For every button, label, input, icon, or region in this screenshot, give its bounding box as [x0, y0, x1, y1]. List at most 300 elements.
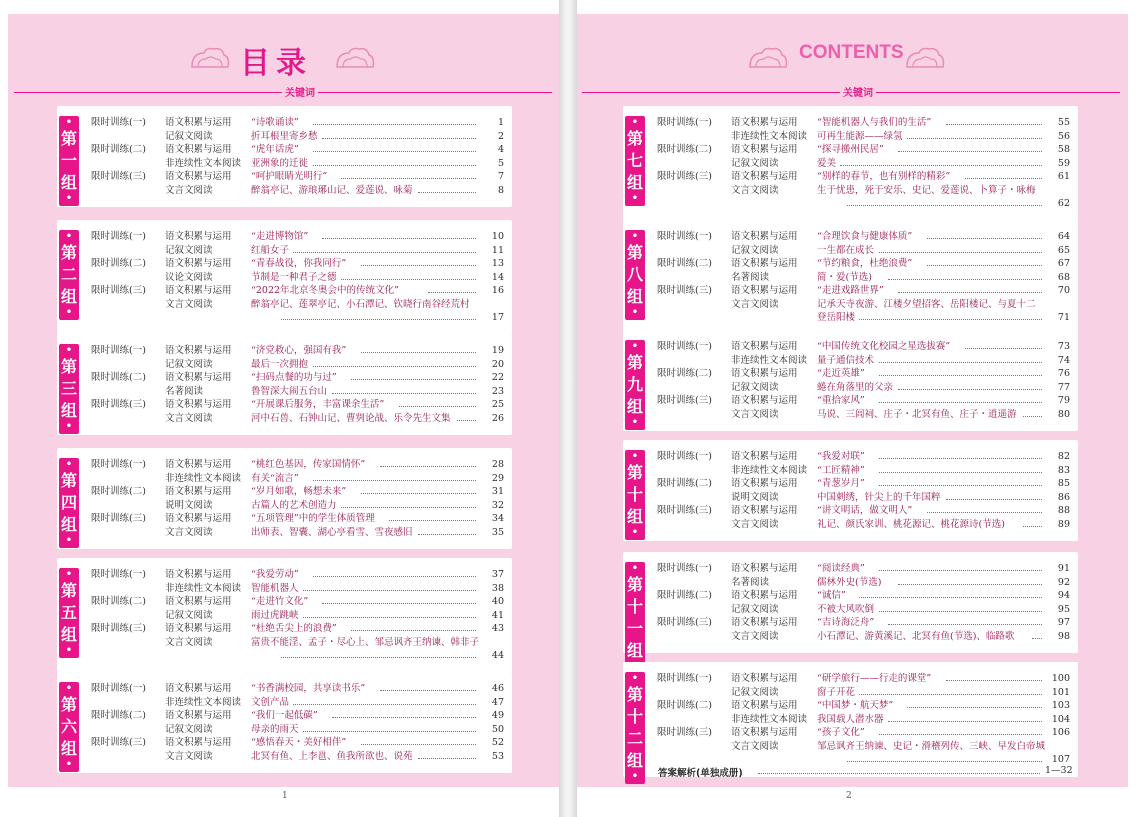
section-type: 语文积累与运用	[731, 395, 798, 406]
keyword-title: 最后一次拥抱	[251, 358, 309, 370]
leader-dots	[418, 758, 476, 759]
leader-dots	[322, 603, 476, 604]
toc-row[interactable]	[91, 526, 504, 540]
toc-row[interactable]	[91, 696, 504, 710]
group-label-char: 一	[60, 151, 77, 170]
group-tab	[57, 220, 81, 335]
group-tab	[57, 672, 81, 773]
toc-row[interactable]	[657, 616, 1070, 630]
page-ref: 37	[491, 569, 504, 580]
leader-dots	[847, 761, 1042, 762]
toc-row[interactable]	[657, 589, 1070, 603]
page-ref: 7	[497, 171, 504, 182]
group-label-char: 三	[60, 379, 77, 398]
section-type: 说明文阅读	[731, 491, 779, 503]
toc-row[interactable]	[91, 512, 504, 526]
toc-row[interactable]	[91, 622, 504, 636]
keyword-title: 富贵不能淫、孟子・尽心上、邹忌讽齐王纳谏、韩非子	[251, 636, 480, 648]
keyword-title: “2022年北京冬奥会中的传统文化”	[251, 285, 399, 296]
keyword-title: “走近英雄”	[817, 368, 865, 379]
book-gutter	[559, 0, 577, 817]
leader-dots	[389, 520, 476, 521]
leader-dots	[965, 178, 1042, 179]
keyword-title: 亚洲象的迁徙	[251, 157, 309, 169]
page-ref: 88	[1057, 505, 1070, 516]
section-type: 语文积累与运用	[731, 700, 798, 711]
toc-row[interactable]	[657, 381, 1070, 395]
toc-row[interactable]	[91, 568, 504, 582]
section-type: 非连续性文本阅读	[165, 157, 242, 169]
toc-row[interactable]	[91, 230, 504, 244]
keyword-title: 河中石兽、石钟山记、曹刿论战、乐令先生文集	[251, 412, 451, 424]
cloud-ornament-icon	[335, 45, 375, 69]
toc-row[interactable]	[657, 726, 1070, 740]
section-type: 记叙文阅读	[731, 157, 779, 169]
page-ref: 31	[491, 486, 504, 497]
toc-row[interactable]	[91, 311, 504, 325]
keyword-title: “扫码点餐的功与过”	[251, 372, 337, 383]
toc-row[interactable]	[657, 576, 1070, 590]
toc-row[interactable]	[91, 385, 504, 399]
toc-row[interactable]	[91, 398, 504, 412]
keyword-title: 蜷在角落里的父亲	[817, 381, 894, 393]
keyword-title: 可再生能源——绿氢	[817, 130, 903, 142]
page-ref: 10	[491, 231, 504, 242]
leader-dots	[313, 480, 476, 481]
toc-row[interactable]	[91, 244, 504, 258]
toc-group	[57, 106, 512, 207]
leader-dots	[898, 292, 1042, 293]
bullet-icon: •	[65, 759, 73, 770]
group-label-char: 第	[626, 463, 643, 482]
leader-dots	[361, 744, 476, 745]
keyword-title: “杜绝舌尖上的浪费”	[251, 623, 337, 634]
toc-row[interactable]	[91, 736, 504, 750]
keyword-title: 母亲的雨天	[251, 723, 299, 735]
training-label: 限时训练(二)	[657, 478, 712, 489]
toc-row[interactable]	[91, 143, 504, 157]
toc-row[interactable]	[657, 699, 1070, 713]
toc-row[interactable]	[657, 464, 1070, 478]
bullet-icon: •	[65, 459, 73, 470]
page-ref: 14	[491, 271, 504, 283]
toc-row[interactable]	[657, 184, 1070, 198]
page-title: 目录	[240, 46, 312, 81]
page-ref: 70	[1057, 285, 1070, 296]
section-type: 语文积累与运用	[731, 341, 798, 352]
section-type: 记叙文阅读	[165, 130, 213, 142]
section-type: 语文积累与运用	[731, 590, 798, 601]
leader-dots	[840, 165, 1042, 166]
section-type: 文言文阅读	[165, 298, 213, 310]
cloud-ornament-icon	[190, 45, 230, 69]
toc-row[interactable]	[91, 271, 504, 285]
leader-dots	[879, 458, 1042, 459]
section-type: 记叙文阅读	[731, 244, 779, 256]
toc-row[interactable]	[91, 157, 504, 171]
group-label-char: 组	[60, 173, 77, 192]
section-type: 记叙文阅读	[165, 609, 213, 621]
leader-dots	[879, 375, 1042, 376]
toc-row[interactable]	[91, 609, 504, 623]
toc-group	[57, 448, 512, 549]
toc-row[interactable]	[657, 116, 1070, 130]
section-type: 记叙文阅读	[731, 603, 779, 615]
page-ref: 29	[491, 472, 504, 484]
keyword-title: 小石潭记、游黄溪记、北冥有鱼(节选)、临路歌	[817, 630, 1015, 642]
page-ref: 89	[1057, 518, 1070, 530]
page-ref: 52	[491, 737, 504, 748]
leader-dots	[351, 379, 476, 380]
toc-row[interactable]	[91, 582, 504, 596]
section-type: 文言文阅读	[165, 184, 213, 196]
keyword-title: “五项管理”中的学生体质管理	[251, 513, 375, 524]
toc-group	[57, 220, 512, 335]
training-label: 限时训练(一)	[91, 569, 146, 580]
section-type: 议论文阅读	[165, 271, 213, 283]
leader-dots	[907, 707, 1042, 708]
answer-leader	[758, 773, 1040, 774]
page-ref: 85	[1057, 478, 1070, 489]
leader-dots	[303, 617, 476, 618]
page-ref: 41	[491, 609, 504, 621]
page-ref: 94	[1057, 590, 1070, 601]
toc-row[interactable]	[91, 499, 504, 513]
toc-row[interactable]	[91, 682, 504, 696]
leader-dots	[879, 611, 1042, 612]
section-type: 文言文阅读	[165, 412, 213, 424]
section-type: 语文积累与运用	[731, 368, 798, 379]
toc-row[interactable]	[657, 298, 1070, 312]
section-type: 语文积累与运用	[731, 505, 798, 516]
page-ref: 46	[491, 683, 504, 694]
training-label: 限时训练(三)	[657, 617, 712, 628]
training-label: 限时训练(一)	[657, 673, 712, 684]
page-ref: 43	[491, 623, 504, 634]
page-ref: 103	[1051, 700, 1070, 711]
leader-dots	[1032, 638, 1042, 639]
section-type: 语文积累与运用	[165, 399, 232, 410]
toc-row[interactable]	[657, 477, 1070, 491]
section-type: 非连续性文本阅读	[731, 464, 808, 476]
keyword-title: 红船女子	[251, 244, 290, 256]
section-type: 文言文阅读	[731, 740, 779, 752]
toc-row[interactable]	[91, 709, 504, 723]
toc-row[interactable]	[657, 394, 1070, 408]
toc-group	[623, 662, 1078, 782]
toc-row[interactable]	[657, 367, 1070, 381]
page-ref: 95	[1057, 603, 1070, 615]
leader-dots	[879, 734, 1042, 735]
group-tab	[623, 552, 647, 660]
keyword-title: “书香满校园，共享读书乐”	[251, 683, 366, 694]
page-ref: 64	[1057, 231, 1070, 242]
group-label	[625, 340, 645, 430]
training-label: 限时训练(二)	[91, 486, 146, 497]
toc-row[interactable]	[657, 311, 1070, 325]
group-tab	[623, 330, 647, 431]
page-ref: 35	[491, 526, 504, 538]
keyword-title: 窗子开花	[817, 686, 856, 698]
page-ref: 19	[491, 345, 504, 356]
toc-row[interactable]	[657, 271, 1070, 285]
group-label	[625, 450, 645, 540]
toc-row[interactable]	[91, 116, 504, 130]
toc-row[interactable]	[657, 257, 1070, 271]
keyword-title: “感悟春天・美好相伴”	[251, 737, 347, 748]
training-label: 限时训练(二)	[657, 368, 712, 379]
leader-dots	[888, 721, 1042, 722]
keyword-title: 量子通信技术	[817, 354, 875, 366]
section-type: 文言文阅读	[731, 408, 779, 420]
section-type: 非连续性文本阅读	[731, 354, 808, 366]
toc-row[interactable]	[91, 298, 504, 312]
toc-row[interactable]	[657, 340, 1070, 354]
section-type: 语文积累与运用	[165, 459, 232, 470]
bullet-icon: •	[65, 569, 73, 580]
page-ref: 98	[1057, 630, 1070, 642]
toc-row[interactable]	[657, 197, 1070, 211]
keyword-title: “呵护眼睛光明行”	[251, 171, 328, 182]
toc-row[interactable]	[91, 636, 504, 650]
toc-row[interactable]	[91, 130, 504, 144]
toc-row[interactable]	[91, 170, 504, 184]
section-type: 语文积累与运用	[165, 486, 232, 497]
bullet-icon: •	[65, 535, 73, 546]
training-label: 限时训练(二)	[91, 144, 146, 155]
training-label: 限时训练(三)	[657, 727, 712, 738]
toc-row[interactable]	[657, 686, 1070, 700]
keyword-title: “讲文明话，做文明人”	[817, 505, 913, 516]
section-type: 记叙文阅读	[731, 381, 779, 393]
page-ref: 47	[491, 696, 504, 708]
section-type: 记叙文阅读	[165, 244, 213, 256]
bullet-icon: •	[65, 345, 73, 356]
toc-row[interactable]	[91, 595, 504, 609]
section-type: 语文积累与运用	[165, 258, 232, 269]
group-label-char: 第	[60, 357, 77, 376]
toc-row[interactable]	[657, 672, 1070, 686]
toc-row[interactable]	[91, 371, 504, 385]
toc-row[interactable]	[657, 630, 1070, 644]
toc-row[interactable]	[91, 485, 504, 499]
section-type: 语文积累与运用	[731, 478, 798, 489]
training-label: 限时训练(一)	[657, 451, 712, 462]
group-label-char: 一	[626, 619, 643, 638]
page-ref: 106	[1051, 727, 1070, 738]
leader-dots	[418, 534, 476, 535]
training-label: 限时训练(二)	[657, 258, 712, 269]
section-type: 语文积累与运用	[731, 451, 798, 462]
leader-dots	[428, 292, 476, 293]
leader-dots	[457, 420, 476, 421]
page-ref: 76	[1057, 368, 1070, 379]
toc-group	[623, 552, 1078, 660]
group-label	[59, 344, 79, 434]
keyword-title: “中国梦・航天梦”	[817, 700, 894, 711]
section-type: 语文积累与运用	[731, 171, 798, 182]
group-label-char: 第	[60, 471, 77, 490]
page-ref: 4	[497, 144, 504, 155]
toc-row[interactable]	[657, 491, 1070, 505]
group-label-char: 组	[626, 397, 643, 416]
bullet-icon: •	[631, 231, 639, 242]
group-label-char: 十	[626, 485, 643, 504]
page-ref: 65	[1057, 244, 1070, 256]
group-label-char: 组	[626, 507, 643, 526]
keyword-title: “走进博物馆”	[251, 231, 309, 242]
page-ref: 40	[491, 596, 504, 607]
section-type: 语文积累与运用	[165, 710, 232, 721]
toc-row[interactable]	[657, 408, 1070, 422]
keyword-title: “探寻搬州民居”	[817, 144, 884, 155]
toc-row[interactable]	[657, 562, 1070, 576]
group-tab	[57, 106, 81, 207]
toc-row[interactable]	[657, 170, 1070, 184]
page-ref: 55	[1057, 117, 1070, 128]
leader-dots	[313, 576, 476, 577]
toc-row[interactable]	[657, 157, 1070, 171]
keyword-title: “孩子文化”	[817, 727, 865, 738]
leader-dots	[361, 352, 476, 353]
toc-row[interactable]	[91, 723, 504, 737]
leader-dots	[965, 348, 1042, 349]
toc-group	[57, 672, 512, 773]
page-ref: 34	[491, 513, 504, 524]
training-label: 限时训练(三)	[657, 285, 712, 296]
leader-dots	[879, 570, 1042, 571]
training-label: 限时训练(一)	[91, 345, 146, 356]
leader-dots	[859, 319, 1042, 320]
leader-dots	[907, 138, 1042, 139]
page-ref: 74	[1057, 354, 1070, 366]
toc-row[interactable]	[91, 412, 504, 426]
page-ref: 61	[1057, 171, 1070, 182]
toc-row[interactable]	[657, 284, 1070, 298]
toc-row[interactable]	[657, 244, 1070, 258]
bullet-icon: •	[631, 527, 639, 538]
toc-row[interactable]	[657, 603, 1070, 617]
keyword-title: 我国载人潜水器	[817, 713, 884, 725]
training-label: 限时训练(二)	[91, 372, 146, 383]
training-label: 限时训练(三)	[91, 737, 146, 748]
keyword-title: 中国刺绣，针尖上的千年国粹	[817, 491, 941, 503]
leader-dots	[281, 319, 476, 320]
group-label-char: 组	[626, 751, 643, 770]
group-label	[59, 682, 79, 772]
page-number: 1	[282, 791, 288, 801]
bullet-icon: •	[631, 307, 639, 318]
page-title-en: CONTENTS	[799, 42, 904, 63]
toc-row[interactable]	[91, 458, 504, 472]
page-ref: 80	[1057, 408, 1070, 420]
leader-dots	[898, 389, 1042, 390]
keyword-title: 爱美	[817, 157, 837, 169]
leader-dots	[946, 124, 1042, 125]
toc-row[interactable]	[91, 358, 504, 372]
toc-row[interactable]	[657, 354, 1070, 368]
section-type: 文言文阅读	[731, 298, 779, 310]
section-type: 语文积累与运用	[165, 683, 232, 694]
group-label	[59, 116, 79, 206]
training-label: 限时训练(一)	[657, 231, 712, 242]
section-type: 语文积累与运用	[165, 737, 232, 748]
toc-row[interactable]	[91, 649, 504, 663]
training-label: 限时训练(三)	[91, 285, 146, 296]
training-label: 限时训练(一)	[91, 231, 146, 242]
bullet-icon: •	[631, 673, 639, 684]
toc-row[interactable]	[657, 713, 1070, 727]
page-ref: 1	[497, 117, 504, 128]
leader-dots	[898, 151, 1042, 152]
keyword-title: “开展课后服务，丰富课余生活”	[251, 399, 385, 410]
keyword-title: “诚信”	[817, 590, 846, 601]
toc-row[interactable]	[657, 130, 1070, 144]
page-ref: 28	[491, 459, 504, 470]
leader-dots	[293, 252, 476, 253]
toc-row[interactable]	[91, 472, 504, 486]
page-ref: 104	[1051, 713, 1070, 725]
toc-row[interactable]	[91, 344, 504, 358]
page-ref: 73	[1057, 341, 1070, 352]
toc-row[interactable]	[657, 740, 1070, 754]
keyword-title: “重拾家风”	[817, 395, 865, 406]
group-label-char: 八	[626, 265, 643, 284]
leader-dots	[847, 205, 1042, 206]
bullet-icon: •	[65, 231, 73, 242]
section-type: 非连续性文本阅读	[731, 713, 808, 725]
section-type: 名著阅读	[731, 271, 770, 283]
toc-row[interactable]	[657, 450, 1070, 464]
group-label-char: 九	[626, 375, 643, 394]
page-ref: 13	[491, 258, 504, 269]
toc-row[interactable]	[657, 230, 1070, 244]
leader-dots	[879, 402, 1042, 403]
page-ref: 91	[1057, 563, 1070, 574]
keyword-title: “青葱岁月”	[817, 478, 865, 489]
toc-group	[623, 220, 1078, 335]
toc-row[interactable]	[91, 750, 504, 764]
section-type: 语文积累与运用	[165, 285, 232, 296]
group-label-char: 第	[60, 581, 77, 600]
page-ref: 26	[491, 412, 504, 424]
toc-row[interactable]	[91, 257, 504, 271]
section-type: 记叙文阅读	[165, 358, 213, 370]
toc-row[interactable]	[657, 504, 1070, 518]
keyword-label: 关键词	[840, 84, 876, 99]
toc-row[interactable]	[91, 184, 504, 198]
keyword-title: “诗歌诵读”	[251, 117, 299, 128]
leader-dots	[313, 151, 476, 152]
keyword-title: 古篇人的艺术创造力	[251, 499, 337, 511]
group-label	[625, 230, 645, 320]
leader-dots	[351, 630, 476, 631]
training-label: 限时训练(一)	[91, 117, 146, 128]
keyword-title: “桃红色基因，传家国情怀”	[251, 459, 366, 470]
bullet-icon: •	[631, 771, 639, 782]
page-ref: 71	[1057, 312, 1070, 323]
page-ref: 8	[497, 184, 504, 196]
leader-dots	[380, 690, 476, 691]
bullet-icon: •	[631, 117, 639, 128]
group-tab	[623, 440, 647, 541]
group-label	[59, 230, 79, 320]
toc-row[interactable]	[657, 143, 1070, 157]
group-label-char: 六	[60, 717, 77, 736]
toc-row[interactable]	[91, 284, 504, 298]
page-ref: 20	[491, 358, 504, 370]
toc-row[interactable]	[657, 518, 1070, 532]
